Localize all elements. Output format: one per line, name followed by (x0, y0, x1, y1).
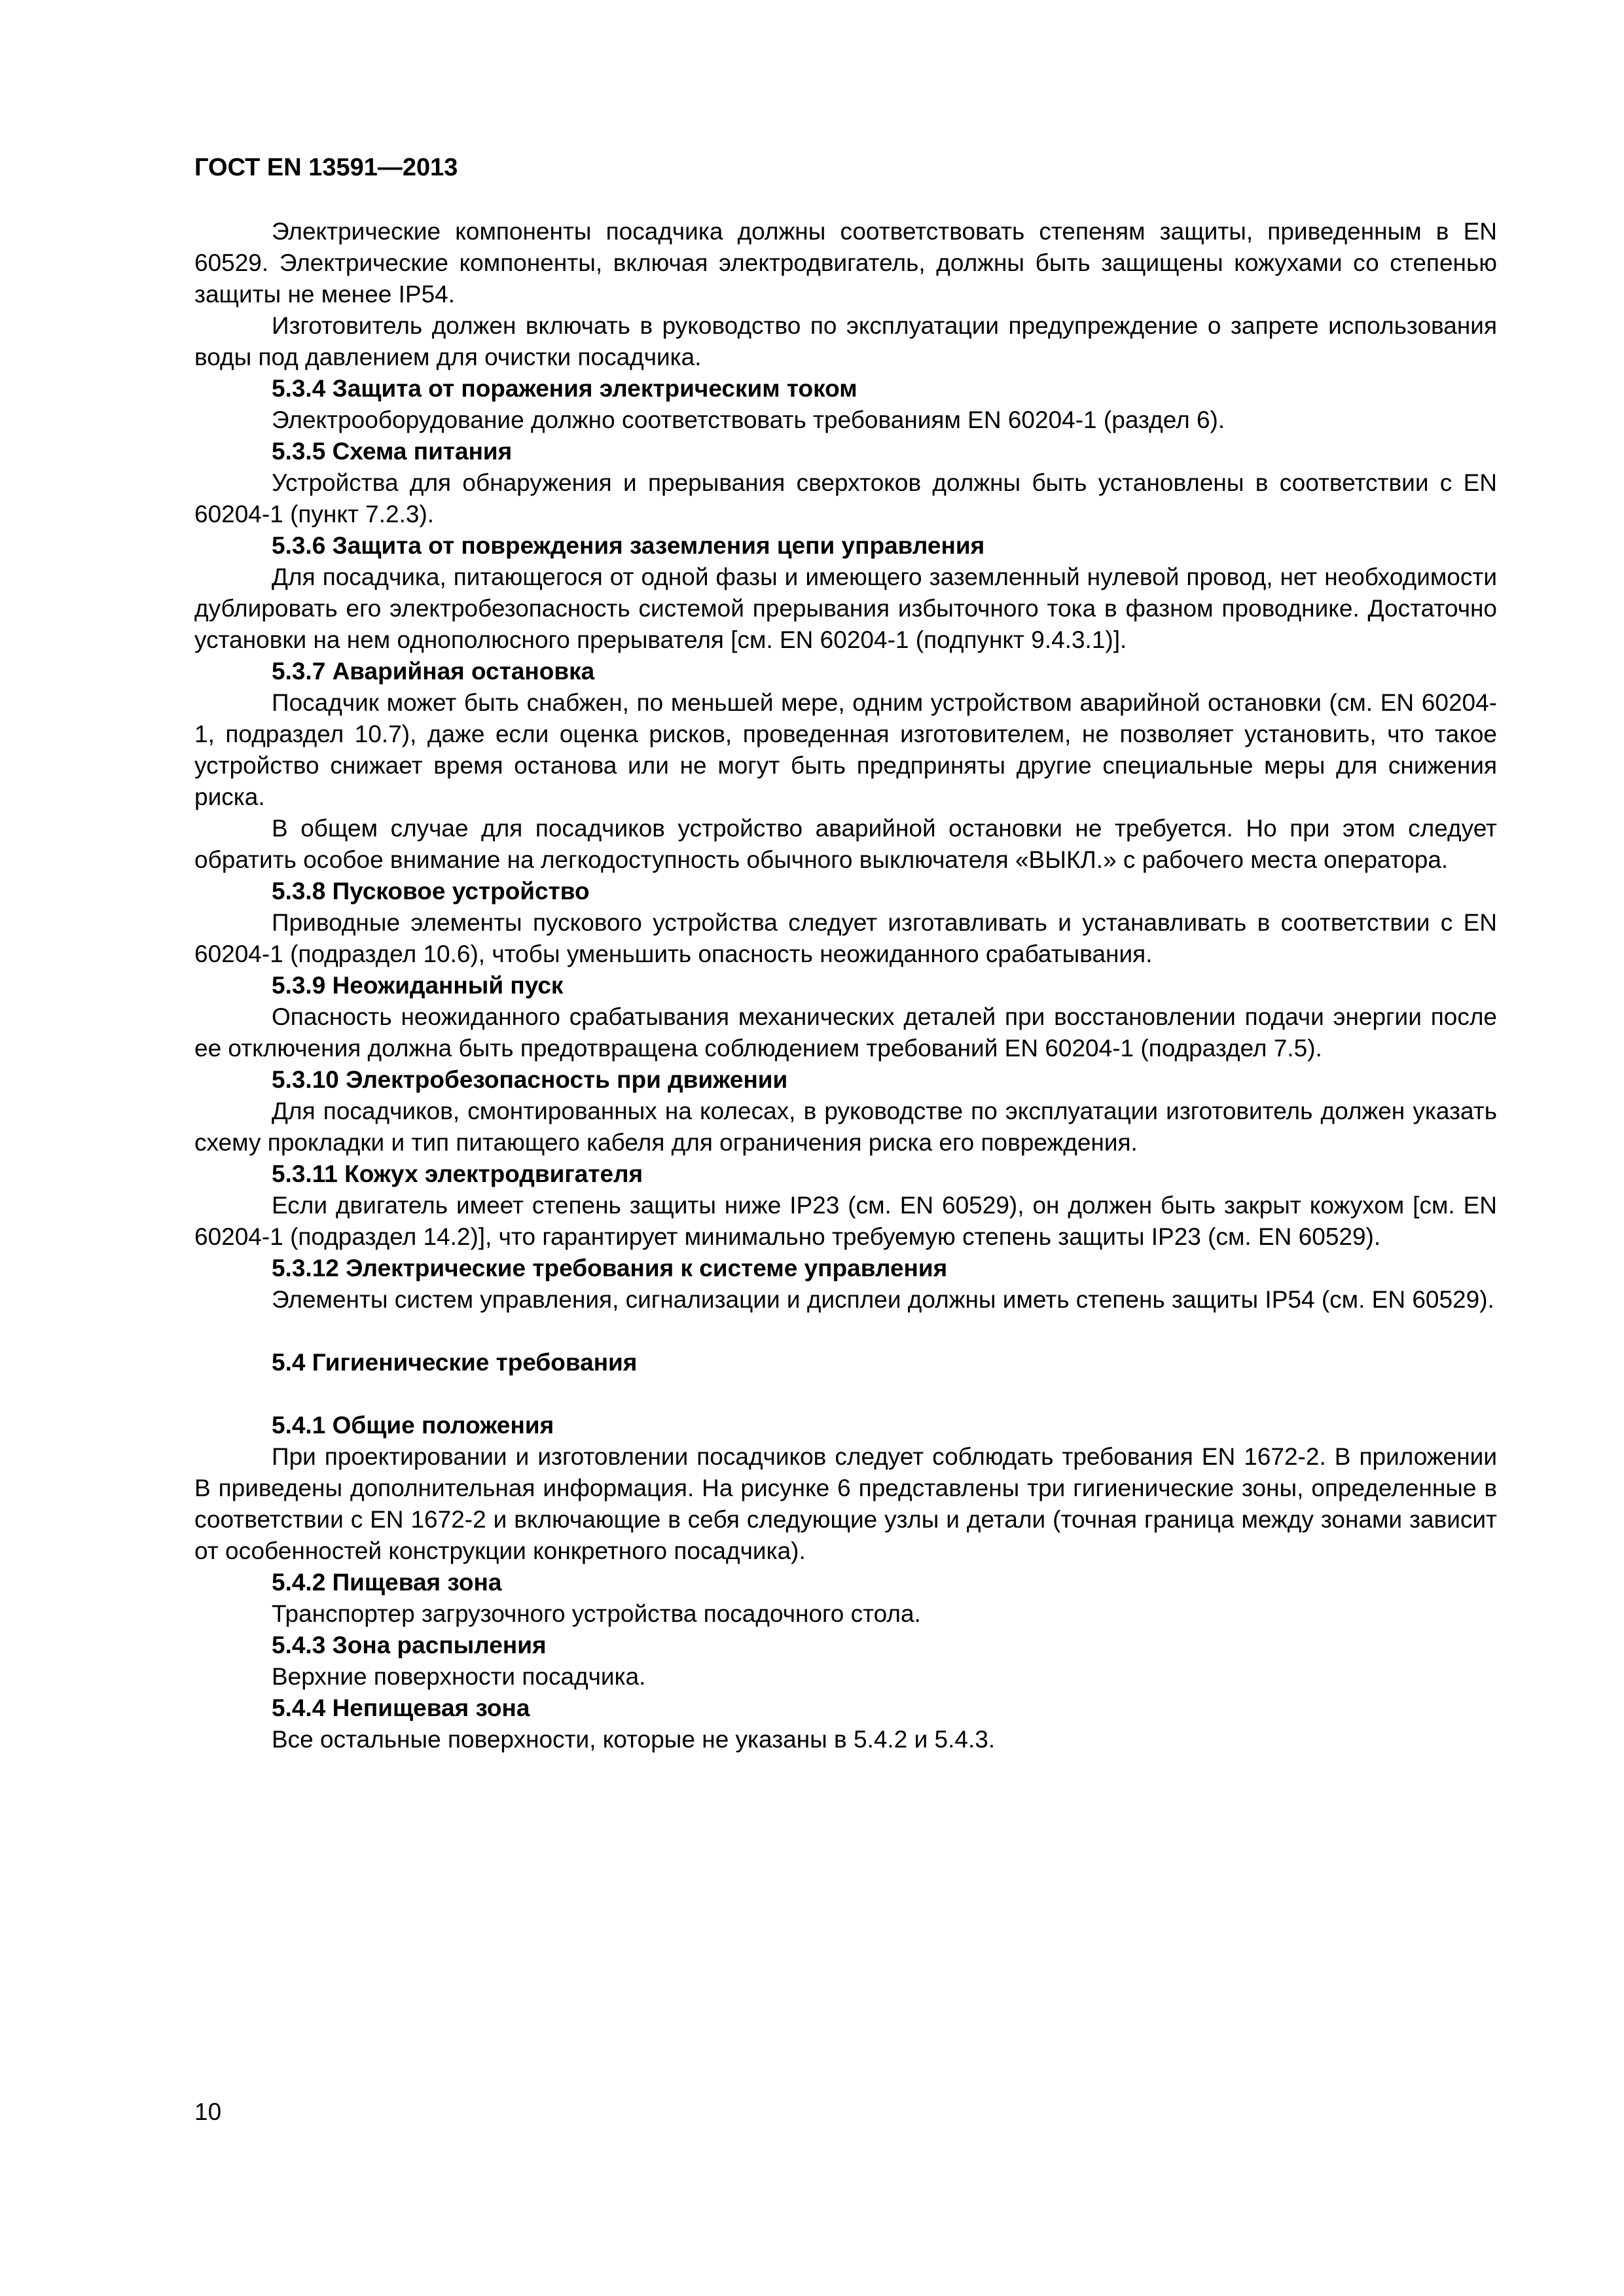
paragraph-5-3-6: Для посадчика, питающегося от одной фазы и имеющего заземленный нулевой провод, нет необходимости дублировать его электробезопасность системой прерывания избыточного тока в фазном проводнике. Достаточно установки на нем однополюсного прерывателя [см. EN 60204-1 (подпункт 9.4.3.1)]. (194, 564, 1497, 653)
paragraph-5-3-4: Электрооборудование должно соответствовать требованиям EN 60204-1 (раздел 6). (272, 406, 1225, 433)
paragraph-5-3-7-b: В общем случае для посадчиков устройство аварийной остановки не требуется. Но при этом следует обратить особое внимание на легкодоступность обычного выключателя «ВЫКЛ.» с рабочего места оператора. (194, 815, 1497, 873)
heading-5-3-7: 5.3.7 Аварийная остановка (272, 658, 595, 685)
paragraph-5-3-5: Устройства для обнаружения и прерывания сверхтоков должны быть установлены в соответствии с EN 60204-1 (пункт 7.2.3). (194, 469, 1497, 528)
heading-5-4: 5.4 Гигиенические требования (272, 1349, 638, 1376)
heading-5-3-8: 5.3.8 Пусковое устройство (272, 878, 590, 905)
paragraph-5-4-3: Верхние поверхности посадчика. (272, 1663, 646, 1690)
paragraph-5-3-8: Приводные элементы пускового устройства следует изготавливать и устанавливать в соответствии с EN 60204-1 (подраздел 10.6), чтобы уменьшить опасность неожиданного срабатывания. (194, 909, 1497, 967)
paragraph-5-4-2: Транспортер загрузочного устройства посадочного стола. (272, 1600, 921, 1627)
heading-5-4-1: 5.4.1 Общие положения (272, 1412, 554, 1439)
heading-5-3-4: 5.3.4 Защита от поражения электрическим током (272, 375, 857, 402)
heading-5-3-10: 5.3.10 Электробезопасность при движении (272, 1066, 788, 1093)
document-header: ГОСТ EN 13591—2013 (194, 154, 458, 181)
paragraph-5-3-9: Опасность неожиданного срабатывания механических деталей при восстановлении подачи энергии после ее отключения должна быть предотвращена соблюдением требований EN 60204-1 (подраздел 7.5). (194, 1003, 1497, 1062)
paragraph-water-warning: Изготовитель должен включать в руководство по эксплуатации предупреждение о запрете использования воды под давлением для очистки посадчика. (194, 312, 1497, 370)
paragraph-5-4-1: При проектировании и изготовлении посадчиков следует соблюдать требования EN 1672-2. В приложении В приведены дополнительная информация. На рисунке 6 представлены три гигиенические зоны, определенные в соответствии с EN 1672-2 и включающие в себя следующие узлы и детали (точная граница между зонами зависит от особенностей конструкции конкретного посадчика). (194, 1443, 1497, 1564)
paragraph-5-3-10: Для посадчиков, смонтированных на колесах, в руководстве по эксплуатации изготовитель должен указать схему прокладки и тип питающего кабеля для ограничения риска его повреждения. (194, 1098, 1497, 1156)
heading-5-4-2: 5.4.2 Пищевая зона (272, 1569, 502, 1596)
heading-5-4-3: 5.4.3 Зона распыления (272, 1632, 547, 1659)
heading-5-3-5: 5.3.5 Схема питания (272, 438, 513, 465)
heading-5-3-6: 5.3.6 Защита от повреждения заземления цепи управления (272, 532, 985, 559)
paragraph-5-4-4: Все остальные поверхности, которые не указаны в 5.4.2 и 5.4.3. (272, 1726, 996, 1753)
heading-5-3-9: 5.3.9 Неожиданный пуск (272, 972, 564, 999)
heading-5-4-4: 5.4.4 Непищевая зона (272, 1695, 530, 1721)
document-body (194, 216, 1497, 1755)
page-number: 10 (194, 2098, 222, 2125)
paragraph-5-3-7-a: Посадчик может быть снабжен, по меньшей мере, одним устройством аварийной остановки (см. EN 60204-1, подраздел 10.7), даже если оценка рисков, проведенная изготовителем, не позволяет установить, что такое устройство снижает время останова или не могут быть предприняты другие специальные меры для снижения риска. (194, 689, 1497, 810)
heading-5-3-12: 5.3.12 Электрические требования к системе управления (272, 1255, 948, 1282)
paragraph-5-3-12: Элементы систем управления, сигнализации и дисплеи должны иметь степень защиты IP54 (см. EN 60529). (272, 1286, 1494, 1313)
paragraph-5-3-11: Если двигатель имеет степень защиты ниже IP23 (см. EN 60529), он должен быть закрыт кожухом [см. EN 60204-1 (подраздел 14.2)], что гарантирует минимально требуемую степень защиты IP23 (см. EN 60529). (194, 1192, 1497, 1250)
heading-5-3-11: 5.3.11 Кожух электродвигателя (272, 1160, 643, 1187)
paragraph-electrical-components: Электрические компоненты посадчика должны соответствовать степеням защиты, приведенным в EN 60529. Электрические компоненты, включая электродвигатель, должны быть защищены кожухами со степенью защиты не менее IP54. (194, 218, 1497, 308)
